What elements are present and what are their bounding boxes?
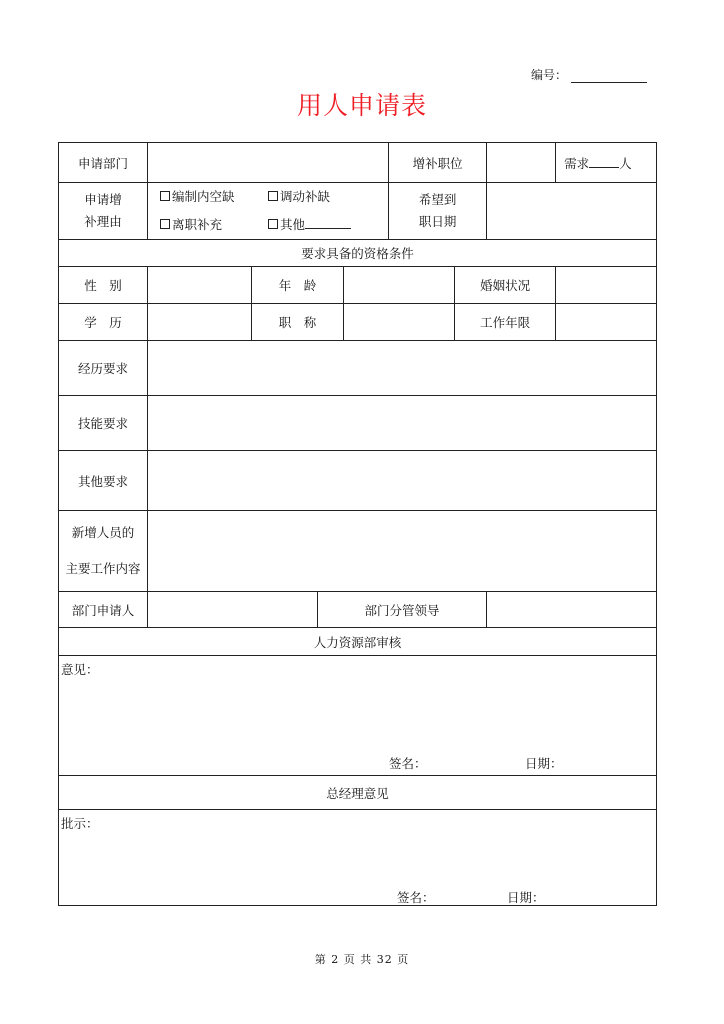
gm-sign-label: 签名： bbox=[397, 890, 435, 905]
hope-date-value-cell[interactable] bbox=[487, 183, 657, 240]
position-label: 增补职位 bbox=[389, 143, 487, 183]
marital-value-cell[interactable] bbox=[556, 267, 657, 304]
years-label: 工作年限 bbox=[455, 304, 556, 341]
reason-label-line1: 申请增 bbox=[84, 192, 122, 207]
qualification-heading: 要求具备的资格条件 bbox=[59, 240, 657, 267]
other-req-label: 其他要求 bbox=[59, 451, 148, 511]
marital-label: 婚姻状况 bbox=[455, 267, 556, 304]
education-value-cell[interactable] bbox=[148, 304, 252, 341]
skills-label: 技能要求 bbox=[59, 396, 148, 451]
option-budget-vacancy[interactable]: 编制内空缺 bbox=[160, 183, 268, 211]
education-label: 学 历 bbox=[59, 304, 148, 341]
reason-label-line2: 补理由 bbox=[84, 214, 122, 229]
checkbox-icon[interactable] bbox=[160, 191, 170, 201]
option-resignation[interactable]: 离职补充 bbox=[160, 211, 268, 239]
dept-applicant-label: 部门申请人 bbox=[59, 592, 148, 628]
hr-date-label: 日期： bbox=[525, 756, 563, 771]
need-unit: 人 bbox=[619, 155, 632, 171]
gender-label: 性 别 bbox=[59, 267, 148, 304]
checkbox-icon[interactable] bbox=[268, 219, 278, 229]
gm-date-label: 日期： bbox=[507, 890, 545, 905]
checkbox-icon[interactable] bbox=[268, 191, 278, 201]
age-value-cell[interactable] bbox=[344, 267, 455, 304]
duties-label-line1: 新增人员的 bbox=[71, 525, 135, 540]
duties-label-line2: 主要工作内容 bbox=[65, 561, 141, 576]
reason-label bbox=[59, 183, 148, 240]
skills-value-cell[interactable] bbox=[148, 396, 657, 451]
need-blank[interactable] bbox=[589, 156, 619, 168]
hr-opinion-cell[interactable] bbox=[59, 656, 657, 776]
hr-opinion-label: 意见： bbox=[61, 662, 99, 677]
position-value-cell[interactable] bbox=[487, 143, 556, 183]
experience-value-cell[interactable] bbox=[148, 341, 657, 396]
dept-leader-value-cell[interactable] bbox=[487, 592, 657, 628]
years-value-cell[interactable] bbox=[556, 304, 657, 341]
page-number: 第 2 页 共 32 页 bbox=[314, 953, 410, 966]
hope-date-label-line2: 职日期 bbox=[418, 214, 457, 229]
experience-label: 经历要求 bbox=[59, 341, 148, 396]
option-transfer[interactable]: 调动补缺 bbox=[268, 183, 376, 211]
serial-label: 编号： bbox=[531, 68, 568, 82]
hope-date-label bbox=[389, 183, 487, 240]
application-form bbox=[58, 142, 657, 906]
other-req-value-cell[interactable] bbox=[148, 451, 657, 511]
gm-opinion-cell[interactable] bbox=[59, 810, 657, 906]
gm-opinion-heading: 总经理意见 bbox=[59, 776, 657, 810]
dept-value-cell[interactable] bbox=[148, 143, 389, 183]
serial-number bbox=[531, 66, 647, 83]
duties-value-cell[interactable] bbox=[148, 511, 657, 592]
option-other[interactable]: 其他 bbox=[268, 211, 376, 239]
hope-date-label-line1: 希望到 bbox=[418, 192, 457, 207]
gender-value-cell[interactable] bbox=[148, 267, 252, 304]
duties-label bbox=[59, 511, 148, 592]
dept-applicant-value-cell[interactable] bbox=[148, 592, 318, 628]
serial-blank[interactable] bbox=[571, 70, 647, 83]
hr-review-heading: 人力资源部审核 bbox=[59, 628, 657, 656]
age-label: 年 龄 bbox=[252, 267, 344, 304]
need-count-cell[interactable] bbox=[556, 143, 657, 183]
dept-label: 申请部门 bbox=[59, 143, 148, 183]
checkbox-icon[interactable] bbox=[160, 219, 170, 229]
form-title: 用人申请表 bbox=[296, 91, 427, 120]
other-blank[interactable] bbox=[305, 217, 351, 229]
title-label: 职 称 bbox=[252, 304, 344, 341]
dept-leader-label: 部门分管领导 bbox=[318, 592, 487, 628]
gm-instruction-label: 批示： bbox=[61, 816, 99, 831]
need-label: 需求 bbox=[564, 155, 590, 171]
hr-sign-label: 签名： bbox=[389, 756, 427, 771]
reason-options bbox=[148, 183, 389, 240]
title-value-cell[interactable] bbox=[344, 304, 455, 341]
